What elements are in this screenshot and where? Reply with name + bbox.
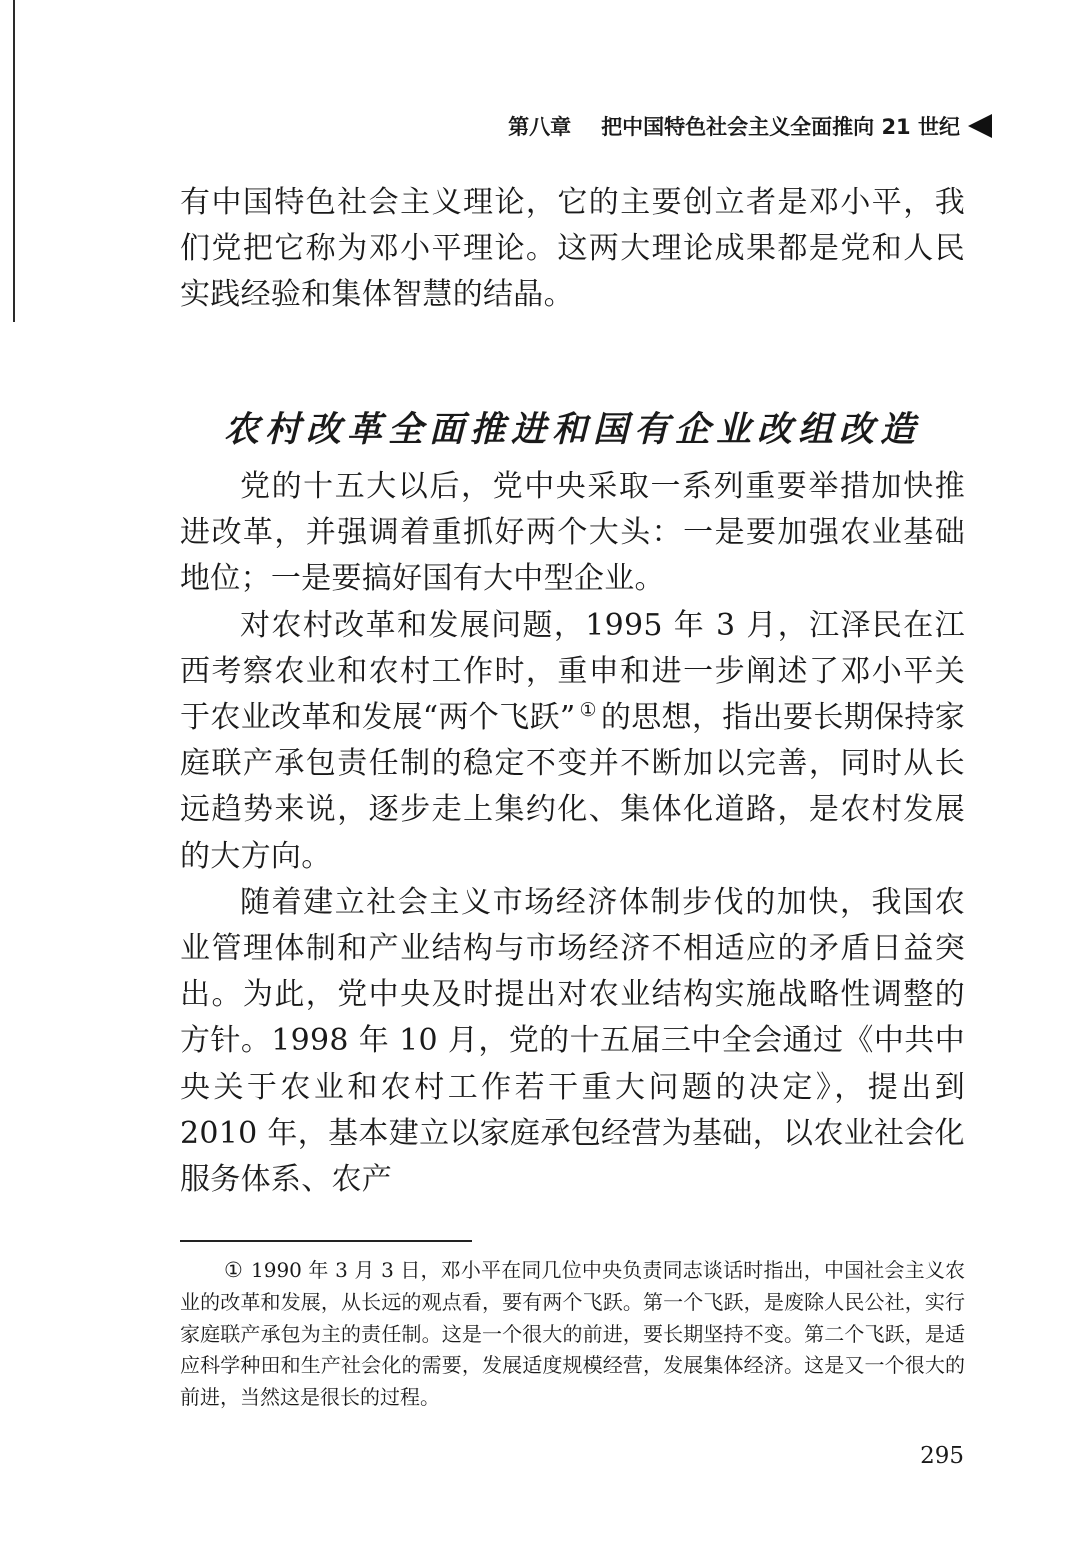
continuation-paragraph: 有中国特色社会主义理论，它的主要创立者是邓小平，我们党把它称为邓小平理论。这两大理论成果都是党和人民实践经验和集体智慧的结晶。 [180, 185, 965, 313]
footnote [180, 1255, 965, 1414]
paragraph-2 [180, 603, 965, 880]
left-triangle-icon [968, 114, 992, 138]
footnote-separator [180, 1240, 472, 1242]
footnote-reference-mark[interactable]: ① [579, 699, 597, 722]
section-body [180, 464, 965, 1203]
chapter-title: 把中国特色社会主义全面推向 21 世纪 [601, 115, 960, 139]
footnote-mark: ① [224, 1258, 243, 1282]
paragraph-2-text-after-note: 的思想，指出要长期保持家庭联产承包责任制的稳定不变并不断加以完善，同时从长远趋势来说，逐步走上集约化、集体化道路，是农村发展的大方向。 [180, 700, 966, 874]
running-header [508, 108, 992, 144]
page-number: 295 [920, 1443, 964, 1469]
section-title: 农村改革全面推进和国有企业改组改造 [223, 409, 921, 451]
paragraph-3: 随着建立社会主义市场经济体制步伐的加快，我国农业管理体制和产业结构与市场经济不相适应的矛盾日益突出。为此，党中央及时提出对农业结构实施战略性调整的方针。1998 年 10 月，党的十五届三中全会通过《中共中央关于农业和农村工作若干重大问题的决定》，提出到 2010 年，基本建立以家庭承包经营为基础，以农业社会化服务体系、农产 [180, 884, 965, 1198]
footnote-text: 1990 年 3 月 3 日，邓小平在同几位中央负责同志谈话时指出，中国社会主义农业的改革和发展，从长远的观点看，要有两个飞跃。第一个飞跃，是废除人民公社，实行家庭联产承包为主的责任制。这是一个很大的前进，要长期坚持不变。第二个飞跃，是适应科学种田和生产社会化的需要，发展适度规模经营，发展集体经济。这是又一个很大的前进，当然这是很长的过程。 [180, 1258, 965, 1410]
scan-page-edge-line [13, 0, 15, 322]
continuation-text [180, 180, 965, 319]
chapter-number: 第八章 [508, 115, 572, 139]
paragraph-2-text-before-note: 对农村改革和发展问题，1995 年 3 月，江泽民在江西考察农业和农村工作时，重申和进一步阐述了邓小平关于农业改革和发展“两个飞跃” [180, 607, 965, 736]
paragraph-1: 党的十五大以后，党中央采取一系列重要举措加快推进改革，并强调着重抓好两个大头：一是要加强农业基础地位；一是要搞好国有大中型企业。 [180, 469, 965, 597]
